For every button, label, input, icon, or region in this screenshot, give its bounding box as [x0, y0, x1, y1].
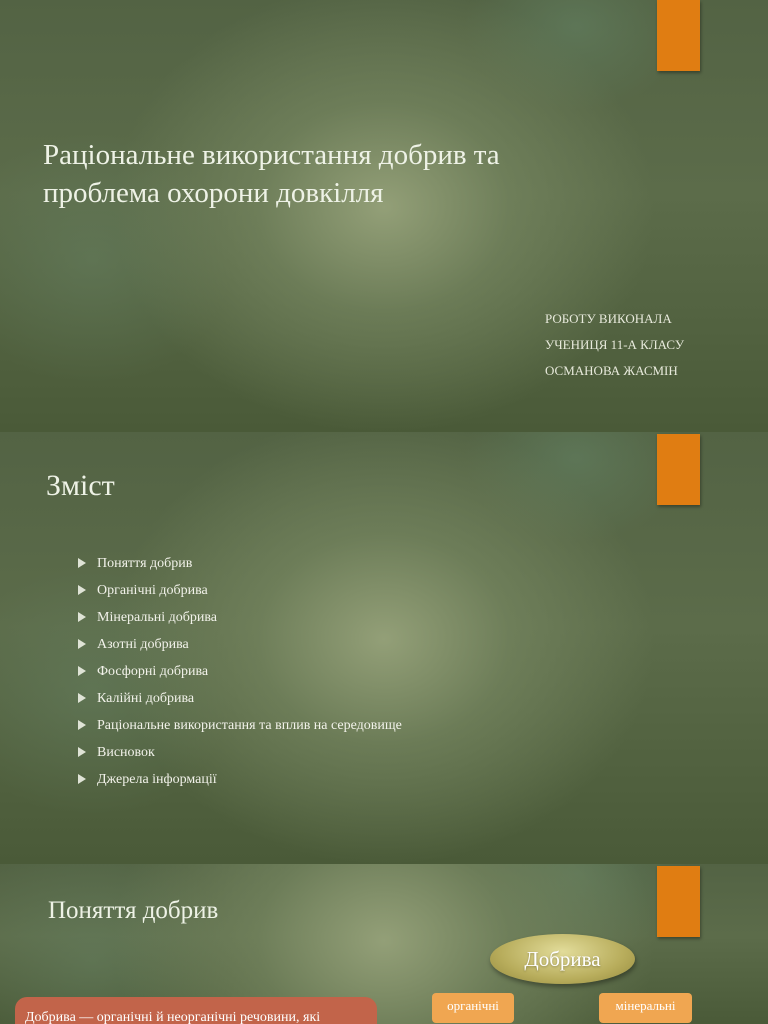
triangle-bullet-icon [78, 666, 86, 676]
list-item [76, 712, 402, 739]
concept-title: Поняття добрив [48, 897, 219, 924]
triangle-bullet-icon [78, 558, 86, 568]
list-item-label: Фосфорні добрива [97, 664, 209, 679]
author-line: УЧЕНИЦЯ 11-А КЛАСУ [545, 337, 685, 352]
accent-bar [657, 434, 700, 505]
author-block [545, 306, 684, 384]
list-item [76, 604, 402, 631]
definition-box: Добрива — органічні й неорганічні речовини, які [15, 997, 377, 1024]
list-item-label: Раціональне використання та вплив на середовище [97, 718, 402, 733]
list-item [76, 766, 402, 793]
slide-fertilizer-concept [0, 864, 768, 1024]
list-item-label: Азотні добрива [97, 637, 189, 652]
triangle-bullet-icon [78, 774, 86, 784]
diagram-root-node: Добрива [490, 934, 635, 984]
diagram-node-mineral: мінеральні [599, 993, 692, 1023]
triangle-bullet-icon [78, 585, 86, 595]
list-item-label: Висновок [97, 745, 155, 760]
accent-bar [657, 0, 700, 71]
contents-list [76, 550, 402, 793]
list-item-label: Мінеральні добрива [97, 610, 218, 625]
list-item [76, 658, 402, 685]
presentation-title [43, 136, 603, 212]
slide-title [0, 0, 768, 432]
list-item-label: Органічні добрива [97, 583, 208, 598]
triangle-bullet-icon [78, 720, 86, 730]
slide-contents [0, 432, 768, 864]
list-item [76, 577, 402, 604]
list-item-label: Поняття добрив [97, 556, 193, 571]
list-item [76, 739, 402, 766]
triangle-bullet-icon [78, 747, 86, 757]
triangle-bullet-icon [78, 693, 86, 703]
list-item-label: Калійні добрива [97, 691, 195, 706]
title-line-1: Раціональне використання добрив та [43, 139, 500, 171]
list-item-label: Джерела інформації [97, 772, 217, 787]
contents-title: Зміст [46, 469, 115, 502]
list-item [76, 685, 402, 712]
triangle-bullet-icon [78, 639, 86, 649]
diagram-node-organic: органічні [432, 993, 514, 1023]
triangle-bullet-icon [78, 612, 86, 622]
author-line: РОБОТУ ВИКОНАЛА [545, 311, 672, 326]
list-item [76, 631, 402, 658]
accent-bar [657, 866, 700, 937]
title-line-2: проблема охорони довкілля [43, 177, 384, 209]
list-item [76, 550, 402, 577]
author-line: ОСМАНОВА ЖАСМІН [545, 363, 678, 378]
